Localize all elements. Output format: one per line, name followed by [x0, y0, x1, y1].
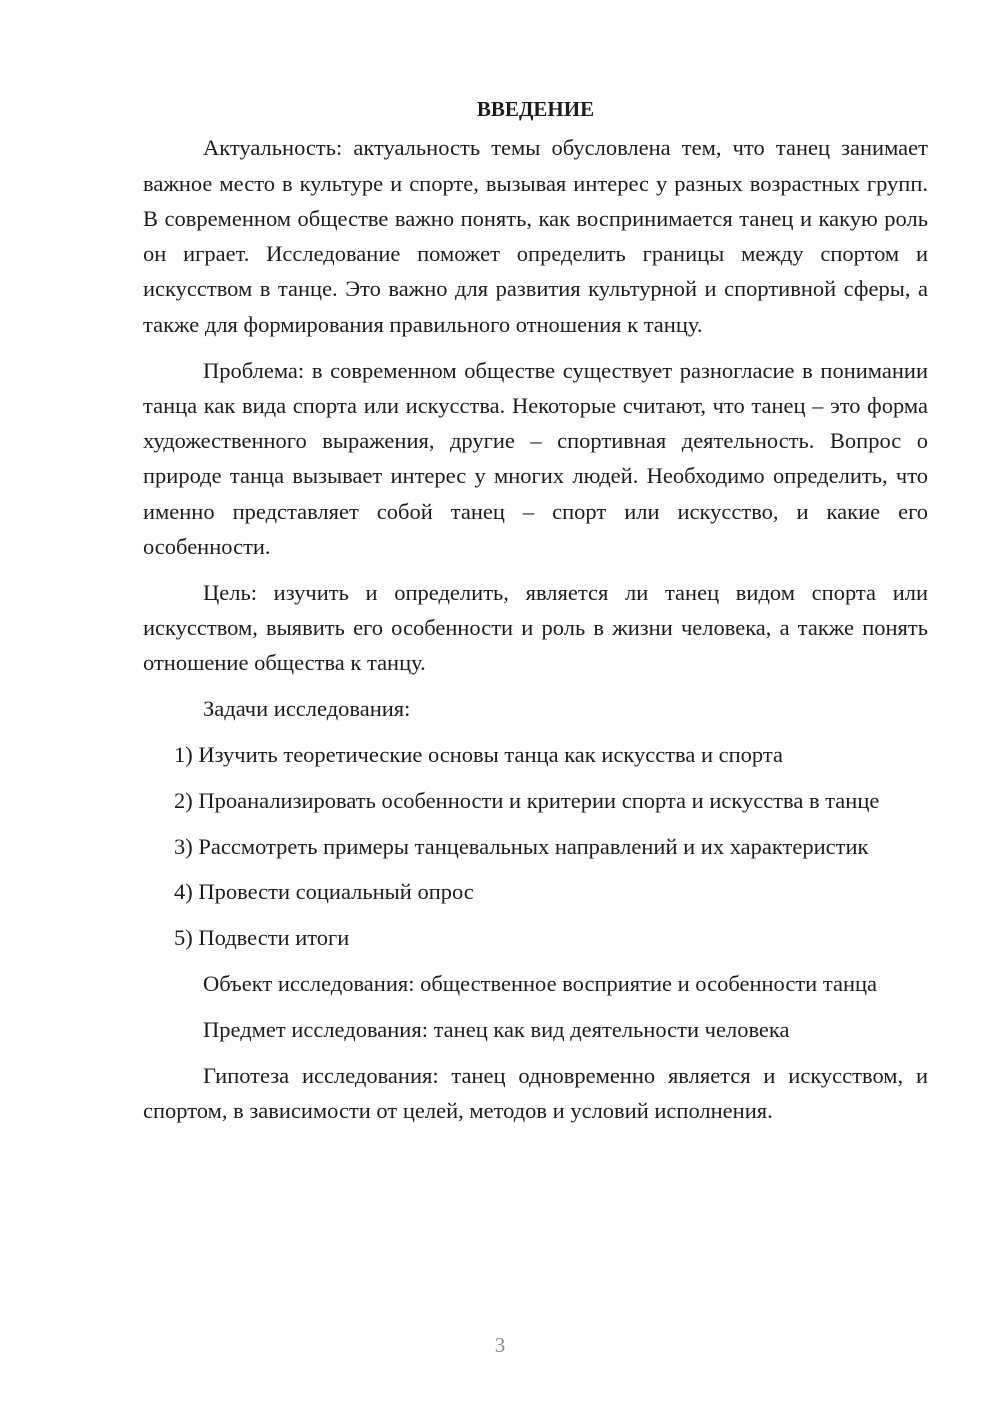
task-item: 2) Проанализировать особенности и критерии спорта и искусства в танце: [174, 787, 880, 813]
task-item: 3) Рассмотреть примеры танцевальных направлений и их характеристик: [174, 833, 869, 859]
paragraph-goal: Цель: изучить и определить, является ли танец видом спорта или искусством, выявить его особенности и роль в жизни человека, а также понять отношение общества к танцу.: [143, 579, 928, 676]
tasks-heading: Задачи исследования:: [203, 696, 411, 722]
paragraph-problem: Проблема: в современном обществе существует разногласие в понимании танца как вида спорта или искусства. Некоторые считают, что танец – это форма художественного выражения, другие – спортивная деятельность. Вопрос о природе танца вызывает интерес у многих людей. Необходимо определить, что именно представляет собой танец – спорт или искусство, и какие его особенности.: [143, 357, 928, 560]
task-item: 5) Подвести итоги: [174, 925, 350, 951]
task-item: 1) Изучить теоретические основы танца как искусства и спорта: [174, 742, 783, 768]
page-title: ВВЕДЕНИЕ: [476, 97, 595, 121]
paragraph-relevance: Актуальность: актуальность темы обусловлена тем, что танец занимает важное место в культуре и спорте, вызывая интерес у разных возрастных групп. В современном обществе важно понять, как воспринимается танец и какую роль он играет. Исследование поможет определить границы между спортом и искусством в танце. Это важно для развития культурной и спортивной сферы, а также для формирования правильного отношения к танцу.: [143, 135, 928, 337]
page-number: 3: [494, 1333, 506, 1357]
paragraph-object: Объект исследования: общественное восприятие и особенности танца: [203, 971, 878, 997]
paragraph-subject: Предмет исследования: танец как вид деятельности человека: [203, 1016, 790, 1042]
page-content: [143, 92, 928, 1139]
task-item: 4) Провести социальный опрос: [174, 879, 474, 905]
paragraph-hypothesis: Гипотеза исследования: танец одновременно является и искусством, и спортом, в зависимости от целей, методов и условий исполнения.: [143, 1062, 928, 1123]
